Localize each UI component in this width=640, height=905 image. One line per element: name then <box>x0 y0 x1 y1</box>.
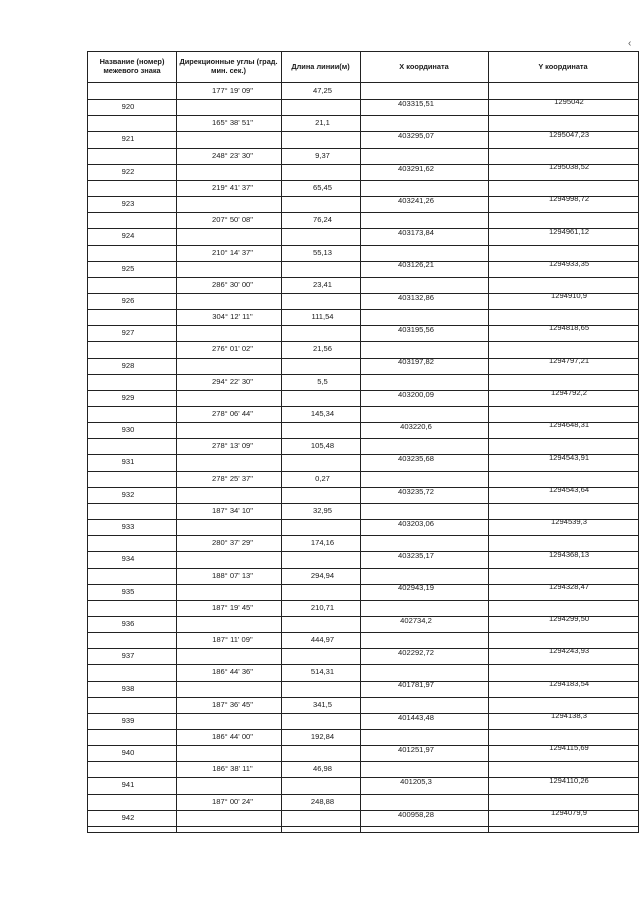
segment-length: 294,94 <box>310 570 335 580</box>
row-divider <box>88 406 638 407</box>
segment-length: 76,24 <box>312 215 332 225</box>
point-y-coordinate: 1294183,54 <box>548 678 590 688</box>
segment-length: 444,97 <box>310 635 335 645</box>
row-divider <box>88 697 638 698</box>
point-name: 929 <box>121 392 135 402</box>
segment-angle: 278° 06' 44" <box>212 409 253 418</box>
segment-angle: 186° 44' 36" <box>212 667 253 677</box>
point-name: 927 <box>121 328 135 338</box>
point-y-coordinate: 1294792,2 <box>551 388 587 397</box>
segment-angle: 278° 25' 37" <box>212 473 253 483</box>
segment-length: 145,34 <box>310 409 335 418</box>
segment-length: 248,88 <box>310 796 335 806</box>
page-corner-mark: ‹ <box>628 38 632 49</box>
segment-length: 21,1 <box>315 118 330 128</box>
point-name: 942 <box>121 812 135 822</box>
point-y-coordinate: 1294299,50 <box>548 614 590 624</box>
segment-length: 55,13 <box>312 247 332 257</box>
point-name: 921 <box>121 134 135 144</box>
segment-angle: 280° 37' 29" <box>212 538 253 548</box>
row-divider <box>88 180 638 181</box>
point-x-coordinate: 403173,84 <box>398 228 434 238</box>
segment-angle: 304° 12' 11" <box>212 312 253 322</box>
row-divider <box>88 729 638 730</box>
segment-angle: 187° 36' 45" <box>212 699 253 709</box>
point-x-coordinate: 401251,97 <box>398 744 434 754</box>
point-x-coordinate: 403200,09 <box>398 389 434 399</box>
point-y-coordinate: 1295038,52 <box>548 161 590 171</box>
point-y-coordinate: 1294797,21 <box>548 355 590 365</box>
point-x-coordinate: 403235,68 <box>398 454 434 464</box>
point-x-coordinate: 402943,19 <box>398 583 434 593</box>
point-y-coordinate: 1294998,72 <box>548 194 590 204</box>
row-divider <box>88 826 638 827</box>
point-x-coordinate: 403295,07 <box>398 131 434 141</box>
point-y-coordinate: 1294933,35 <box>548 258 590 268</box>
segment-length: 210,71 <box>310 602 335 612</box>
point-name: 920 <box>121 102 135 112</box>
point-x-coordinate: 402734,2 <box>400 615 432 625</box>
row-divider <box>88 794 638 795</box>
segment-length: 21,56 <box>312 344 332 354</box>
point-y-coordinate: 1294648,31 <box>548 420 590 430</box>
segment-angle: 188° 07' 13" <box>212 570 253 580</box>
point-name: 924 <box>121 231 135 241</box>
segment-angle: 210° 14' 37" <box>212 247 253 257</box>
point-x-coordinate: 400958,28 <box>398 809 434 819</box>
point-y-coordinate: 1294079,9 <box>551 807 587 817</box>
segment-length: 65,45 <box>312 182 332 192</box>
header-angle: Дирекционные углы (град. мин. сек.) <box>176 52 281 83</box>
point-name: 935 <box>121 586 135 596</box>
point-x-coordinate: 403241,26 <box>398 195 434 205</box>
header-length: Длина линии(м) <box>281 52 360 83</box>
point-y-coordinate: 1294818,65 <box>548 323 590 333</box>
point-y-coordinate: 1294539,3 <box>551 517 587 527</box>
point-name: 931 <box>121 457 135 467</box>
point-name: 930 <box>121 425 135 435</box>
point-name: 941 <box>121 780 135 790</box>
segment-angle: 286° 30' 00" <box>212 279 253 289</box>
point-y-coordinate: 1295042 <box>554 97 584 107</box>
point-y-coordinate: 1294543,64 <box>548 484 590 494</box>
segment-length: 341,5 <box>312 699 332 709</box>
row-divider <box>88 115 638 116</box>
point-name: 934 <box>121 554 135 564</box>
row-divider <box>88 438 638 439</box>
header-name: Название (номер) межевого знака <box>88 52 176 83</box>
point-name: 926 <box>121 295 135 305</box>
row-divider <box>88 277 638 278</box>
segment-angle: 187° 34' 10" <box>212 505 253 515</box>
segment-angle: 187° 19' 45" <box>212 602 253 612</box>
header-x: X координата <box>360 52 488 83</box>
point-y-coordinate: 1294368,13 <box>548 549 590 559</box>
point-name: 940 <box>121 748 135 758</box>
point-x-coordinate: 403203,06 <box>398 518 434 528</box>
point-x-coordinate: 403220,6 <box>400 421 432 431</box>
header-y: Y координата <box>488 52 638 83</box>
point-x-coordinate: 403291,62 <box>398 163 434 173</box>
segment-length: 105,48 <box>310 441 335 451</box>
segment-length: 111,54 <box>311 312 334 322</box>
point-x-coordinate: 403197,82 <box>398 357 434 367</box>
row-divider <box>88 148 638 149</box>
segment-angle: 177° 19' 09" <box>212 86 253 95</box>
point-x-coordinate: 403126,21 <box>398 260 434 270</box>
segment-angle: 165° 38' 51" <box>212 118 253 128</box>
segment-angle: 186° 44' 00" <box>212 732 253 741</box>
point-y-coordinate: 1294328,47 <box>548 581 590 591</box>
point-y-coordinate: 1294243,93 <box>548 646 590 656</box>
point-y-coordinate: 1294110,26 <box>549 775 589 785</box>
segment-length: 514,31 <box>310 667 335 677</box>
row-divider <box>88 245 638 246</box>
row-divider <box>88 374 638 375</box>
segment-length: 23,41 <box>312 279 332 289</box>
point-x-coordinate: 401205,3 <box>400 777 432 787</box>
row-divider <box>88 568 638 569</box>
point-name: 939 <box>121 715 135 725</box>
point-y-coordinate: 1295047,23 <box>548 129 590 139</box>
point-x-coordinate: 403132,86 <box>398 292 434 302</box>
segment-angle: 207° 50' 08" <box>212 215 253 225</box>
row-divider <box>88 664 638 665</box>
row-divider <box>88 212 638 213</box>
point-name: 922 <box>121 166 135 176</box>
segment-angle: 294° 22' 30" <box>212 376 253 386</box>
row-divider <box>88 535 638 536</box>
point-y-coordinate: 1294543,91 <box>548 452 590 462</box>
row-divider <box>88 761 638 762</box>
point-x-coordinate: 403235,72 <box>398 486 434 496</box>
segment-angle: 219° 41' 37" <box>212 182 253 192</box>
segment-length: 47,25 <box>312 86 332 95</box>
point-x-coordinate: 403195,56 <box>398 325 434 335</box>
segment-length: 174,16 <box>310 538 335 548</box>
row-divider <box>88 471 638 472</box>
segment-angle: 278° 13' 09" <box>212 441 253 451</box>
point-x-coordinate: 402292,72 <box>398 648 434 658</box>
row-divider <box>88 503 638 504</box>
row-divider <box>88 600 638 601</box>
point-name: 925 <box>121 263 135 273</box>
point-x-coordinate: 401443,48 <box>398 712 434 722</box>
column-divider <box>488 52 489 832</box>
point-name: 936 <box>121 618 135 628</box>
point-name: 932 <box>121 489 135 499</box>
point-y-coordinate: 1294910,9 <box>551 291 587 301</box>
segment-angle: 187° 00' 24" <box>212 796 253 806</box>
segment-length: 5,5 <box>317 376 328 386</box>
segment-length: 192,84 <box>310 732 335 741</box>
row-divider <box>88 309 638 310</box>
point-x-coordinate: 403235,17 <box>398 551 434 561</box>
row-divider <box>88 632 638 633</box>
segment-length: 32,95 <box>312 505 332 515</box>
point-y-coordinate: 1294961,12 <box>548 226 590 236</box>
point-name: 933 <box>121 522 135 532</box>
point-y-coordinate: 1294115,69 <box>549 743 589 753</box>
point-name: 923 <box>121 199 135 209</box>
point-x-coordinate: 403315,51 <box>398 98 434 108</box>
segment-angle: 248° 23' 30" <box>212 150 253 160</box>
segment-length: 46,98 <box>312 764 332 774</box>
point-name: 937 <box>121 651 135 661</box>
segment-angle: 186° 38' 11" <box>212 764 253 774</box>
column-divider <box>176 52 177 832</box>
point-name: 938 <box>121 683 135 693</box>
coordinates-table <box>87 51 639 833</box>
point-name: 928 <box>121 360 135 370</box>
segment-length: 0,27 <box>315 473 330 483</box>
row-divider <box>88 341 638 342</box>
segment-angle: 276° 01' 02" <box>212 344 253 354</box>
point-x-coordinate: 401781,97 <box>398 680 434 690</box>
segment-length: 9,37 <box>315 150 330 160</box>
segment-angle: 187° 11' 09" <box>212 635 253 645</box>
point-y-coordinate: 1294138,3 <box>551 711 587 720</box>
